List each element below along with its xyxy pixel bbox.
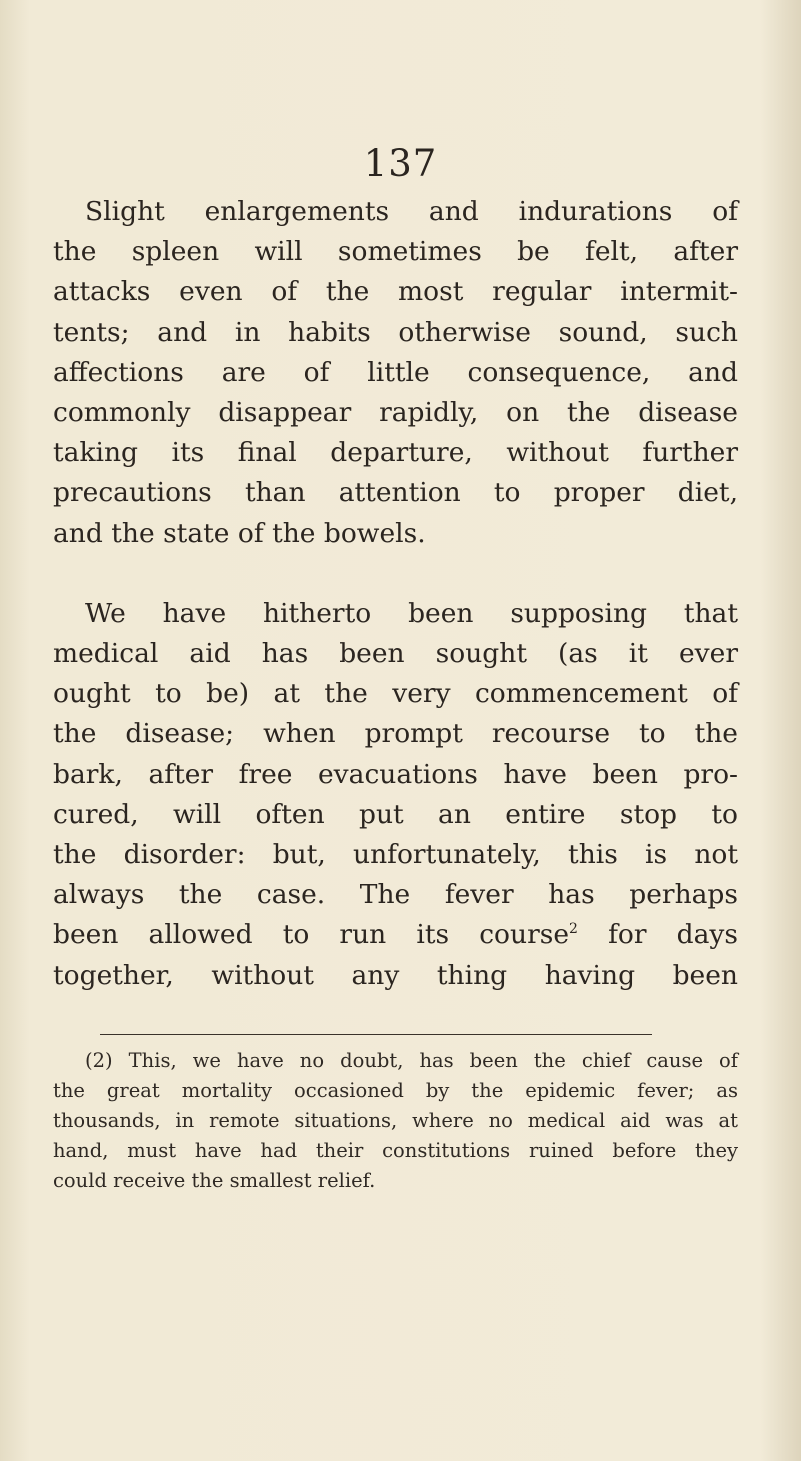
text-line: always the case. The fever has perhaps: [53, 879, 738, 911]
footnote-line: could receive the smallest relief.: [53, 1169, 376, 1192]
text-line: together, without any thing having been: [53, 959, 738, 991]
text-line: precautions than attention to proper diet,: [53, 477, 738, 509]
footnote-line: the great mortality occasioned by the epidemic fever; as: [53, 1079, 738, 1102]
text-line: the disorder: but, unfortunately, this is not: [53, 839, 738, 871]
text-line: medical aid has been sought (as it ever: [53, 638, 738, 670]
text-line: ought to be) at the very commencement of: [53, 678, 738, 710]
footnote-line: (2) This, we have no doubt, has been the chief cause of: [85, 1049, 738, 1072]
text-line: We have hitherto been supposing that: [85, 597, 738, 629]
main-text: [53, 192, 738, 996]
footnote: [53, 1046, 738, 1196]
paragraph-2: [53, 594, 738, 996]
footnote-rule: [100, 1034, 652, 1035]
text-line: attacks even of the most regular intermit-: [53, 276, 738, 308]
text-line: Slight enlargements and indurations of: [85, 196, 738, 227]
page-number: 137: [363, 142, 438, 185]
text-line: bark, after free evacuations have been pro-: [53, 758, 738, 790]
footnote-line: hand, must have had their constitutions ruined before they: [53, 1139, 738, 1162]
text-fragment: been allowed to run its course: [53, 919, 570, 951]
text-line: and the state of the bowels.: [53, 517, 426, 549]
text-line: the disease; when prompt recourse to the: [53, 718, 738, 750]
text-line: tents; and in habits otherwise sound, such: [53, 316, 738, 348]
paragraph-1: [53, 192, 738, 554]
text-line: affections are of little consequence, and: [53, 356, 738, 388]
text-line: cured, will often put an entire stop to: [53, 798, 738, 830]
paragraph-gap: [53, 554, 738, 594]
text-line: [53, 915, 738, 955]
footnote-reference[interactable]: 2: [569, 921, 578, 938]
text-line: the spleen will sometimes be felt, after: [53, 236, 738, 268]
text-line: commonly disappear rapidly, on the disease: [53, 397, 738, 429]
footnote-line: thousands, in remote situations, where no medical aid was at: [53, 1109, 738, 1132]
text-fragment: for days: [577, 919, 738, 951]
text-line: taking its final departure, without further: [53, 437, 738, 469]
